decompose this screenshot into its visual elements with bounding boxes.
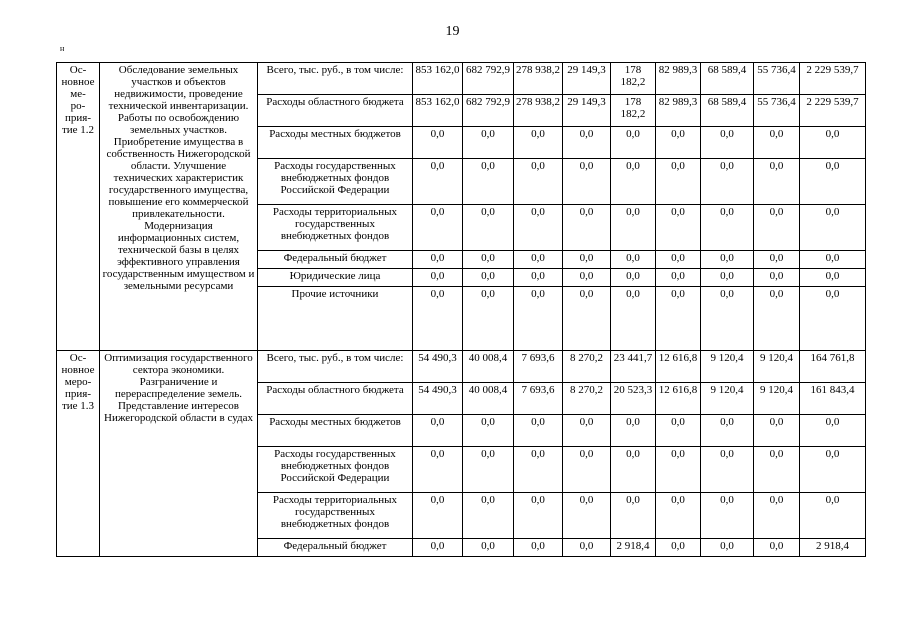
funding-source-cell: Федеральный бюджет: [258, 251, 413, 269]
table-row: [57, 63, 866, 95]
amount-cell: 0,0: [413, 159, 463, 205]
amount-cell: 0,0: [656, 415, 701, 447]
amount-cell: 0,0: [514, 415, 563, 447]
amount-cell: 0,0: [800, 269, 866, 287]
amount-cell: 0,0: [611, 159, 656, 205]
amount-cell: 29 149,3: [563, 95, 611, 127]
amount-cell: 55 736,4: [754, 63, 800, 95]
amount-cell: 278 938,2: [514, 95, 563, 127]
funding-source-cell: Расходы областного бюджета: [258, 383, 413, 415]
amount-cell: 0,0: [563, 205, 611, 251]
amount-cell: 0,0: [701, 539, 754, 557]
amount-cell: 68 589,4: [701, 63, 754, 95]
measure-id-cell: Ос- новное меро- прия- тие 1.3: [57, 351, 100, 557]
amount-cell: 0,0: [701, 493, 754, 539]
amount-cell: 54 490,3: [413, 383, 463, 415]
amount-cell: 0,0: [800, 493, 866, 539]
amount-cell: 0,0: [514, 251, 563, 269]
amount-cell: 2 918,4: [611, 539, 656, 557]
funding-source-cell: Расходы государственных внебюджетных фондов Российской Федерации: [258, 159, 413, 205]
amount-cell: 0,0: [701, 447, 754, 493]
amount-cell: 0,0: [463, 493, 514, 539]
amount-cell: 0,0: [754, 539, 800, 557]
amount-cell: 0,0: [563, 159, 611, 205]
amount-cell: 0,0: [656, 159, 701, 205]
funding-source-cell: Расходы территориальных государственных внебюджетных фондов: [258, 493, 413, 539]
measure-id-cell: Ос- новное ме- ро- прия- тие 1.2: [57, 63, 100, 351]
amount-cell: 0,0: [611, 447, 656, 493]
amount-cell: 0,0: [413, 415, 463, 447]
amount-cell: 0,0: [463, 539, 514, 557]
amount-cell: 0,0: [611, 205, 656, 251]
funding-source-cell: Расходы областного бюджета: [258, 95, 413, 127]
funding-source-cell: Расходы местных бюджетов: [258, 127, 413, 159]
amount-cell: 0,0: [656, 205, 701, 251]
amount-cell: 0,0: [656, 251, 701, 269]
amount-cell: 54 490,3: [413, 351, 463, 383]
amount-cell: 0,0: [413, 287, 463, 351]
amount-cell: 0,0: [413, 447, 463, 493]
amount-cell: 853 162,0: [413, 63, 463, 95]
amount-cell: 0,0: [413, 251, 463, 269]
amount-cell: 68 589,4: [701, 95, 754, 127]
amount-cell: 0,0: [463, 269, 514, 287]
amount-cell: 0,0: [514, 493, 563, 539]
amount-cell: 0,0: [563, 251, 611, 269]
amount-cell: 0,0: [563, 447, 611, 493]
measure-name-cell: Оптимизация государственного сектора экономики. Разграничение и перераспределение земель. Представление интересов Нижегородской области в судах: [100, 351, 258, 557]
amount-cell: 20 523,3: [611, 383, 656, 415]
amount-cell: 0,0: [800, 205, 866, 251]
amount-cell: 0,0: [754, 127, 800, 159]
page-number: 19: [445, 24, 460, 39]
amount-cell: 2 918,4: [800, 539, 866, 557]
amount-cell: 0,0: [463, 251, 514, 269]
amount-cell: 0,0: [463, 127, 514, 159]
amount-cell: 12 616,8: [656, 351, 701, 383]
amount-cell: 0,0: [754, 493, 800, 539]
amount-cell: 278 938,2: [514, 63, 563, 95]
funding-source-cell: Федеральный бюджет: [258, 539, 413, 557]
amount-cell: 29 149,3: [563, 63, 611, 95]
amount-cell: 0,0: [754, 415, 800, 447]
amount-cell: 8 270,2: [563, 383, 611, 415]
amount-cell: 40 008,4: [463, 383, 514, 415]
amount-cell: 164 761,8: [800, 351, 866, 383]
amount-cell: 82 989,3: [656, 63, 701, 95]
amount-cell: 0,0: [563, 127, 611, 159]
amount-cell: 9 120,4: [754, 383, 800, 415]
amount-cell: 0,0: [754, 269, 800, 287]
amount-cell: 0,0: [514, 159, 563, 205]
amount-cell: 0,0: [754, 205, 800, 251]
amount-cell: 0,0: [463, 205, 514, 251]
amount-cell: 0,0: [514, 539, 563, 557]
amount-cell: 682 792,9: [463, 63, 514, 95]
funding-source-cell: Расходы местных бюджетов: [258, 415, 413, 447]
amount-cell: 9 120,4: [754, 351, 800, 383]
top-mark: н: [60, 44, 65, 53]
amount-cell: 0,0: [563, 269, 611, 287]
funding-source-cell: Всего, тыс. руб., в том числе:: [258, 351, 413, 383]
funding-source-cell: Юридические лица: [258, 269, 413, 287]
amount-cell: 0,0: [611, 493, 656, 539]
amount-cell: 0,0: [563, 539, 611, 557]
amount-cell: 0,0: [611, 415, 656, 447]
amount-cell: 0,0: [413, 127, 463, 159]
amount-cell: 0,0: [656, 287, 701, 351]
amount-cell: 0,0: [563, 415, 611, 447]
amount-cell: 0,0: [514, 287, 563, 351]
amount-cell: 9 120,4: [701, 351, 754, 383]
amount-cell: 7 693,6: [514, 383, 563, 415]
amount-cell: 0,0: [611, 287, 656, 351]
amount-cell: 0,0: [611, 269, 656, 287]
measure-name-cell: Обследование земельных участков и объектов недвижимости, проведение технической инвентаризации. Работы по освобождению земельных участков. Приобретение имущества в собственность Нижегородской области. Улучшение технических характеристик государственного имущества, повышение его коммерческой привлекательности. Модернизация информационных систем, технической базы в целях эффективного управления государственным имуществом и земельными ресурсами: [100, 63, 258, 351]
amount-cell: 0,0: [800, 159, 866, 205]
amount-cell: 0,0: [563, 287, 611, 351]
amount-cell: 0,0: [800, 447, 866, 493]
amount-cell: 23 441,7: [611, 351, 656, 383]
amount-cell: 0,0: [701, 269, 754, 287]
amount-cell: 0,0: [514, 447, 563, 493]
amount-cell: 0,0: [563, 493, 611, 539]
amount-cell: 161 843,4: [800, 383, 866, 415]
funding-source-cell: Расходы территориальных государственных внебюджетных фондов: [258, 205, 413, 251]
amount-cell: 0,0: [656, 269, 701, 287]
amount-cell: 0,0: [754, 159, 800, 205]
amount-cell: 0,0: [800, 415, 866, 447]
amount-cell: 9 120,4: [701, 383, 754, 415]
amount-cell: 0,0: [800, 251, 866, 269]
amount-cell: 0,0: [514, 269, 563, 287]
amount-cell: 0,0: [701, 127, 754, 159]
amount-cell: 682 792,9: [463, 95, 514, 127]
amount-cell: 178 182,2: [611, 63, 656, 95]
amount-cell: 0,0: [611, 251, 656, 269]
amount-cell: 0,0: [514, 205, 563, 251]
amount-cell: 0,0: [413, 269, 463, 287]
funding-source-cell: Расходы государственных внебюджетных фондов Российской Федерации: [258, 447, 413, 493]
amount-cell: 0,0: [701, 205, 754, 251]
funding-source-cell: Всего, тыс. руб., в том числе:: [258, 63, 413, 95]
amount-cell: 55 736,4: [754, 95, 800, 127]
amount-cell: 12 616,8: [656, 383, 701, 415]
amount-cell: 0,0: [701, 159, 754, 205]
table-row: [57, 351, 866, 383]
amount-cell: 0,0: [463, 287, 514, 351]
amount-cell: 0,0: [656, 539, 701, 557]
amount-cell: 853 162,0: [413, 95, 463, 127]
budget-table: [56, 62, 866, 557]
amount-cell: 0,0: [754, 251, 800, 269]
amount-cell: 0,0: [413, 539, 463, 557]
amount-cell: 0,0: [800, 127, 866, 159]
amount-cell: 0,0: [514, 127, 563, 159]
amount-cell: 0,0: [611, 127, 656, 159]
amount-cell: 82 989,3: [656, 95, 701, 127]
amount-cell: 8 270,2: [563, 351, 611, 383]
amount-cell: 0,0: [656, 127, 701, 159]
amount-cell: 0,0: [701, 287, 754, 351]
amount-cell: 0,0: [701, 415, 754, 447]
amount-cell: 0,0: [413, 493, 463, 539]
funding-source-cell: Прочие источники: [258, 287, 413, 351]
amount-cell: 178 182,2: [611, 95, 656, 127]
amount-cell: 0,0: [656, 493, 701, 539]
amount-cell: 0,0: [463, 159, 514, 205]
amount-cell: 2 229 539,7: [800, 95, 866, 127]
amount-cell: 40 008,4: [463, 351, 514, 383]
amount-cell: 0,0: [463, 415, 514, 447]
amount-cell: 7 693,6: [514, 351, 563, 383]
amount-cell: 0,0: [656, 447, 701, 493]
amount-cell: 2 229 539,7: [800, 63, 866, 95]
amount-cell: 0,0: [463, 447, 514, 493]
amount-cell: 0,0: [800, 287, 866, 351]
amount-cell: 0,0: [413, 205, 463, 251]
amount-cell: 0,0: [701, 251, 754, 269]
amount-cell: 0,0: [754, 287, 800, 351]
amount-cell: 0,0: [754, 447, 800, 493]
